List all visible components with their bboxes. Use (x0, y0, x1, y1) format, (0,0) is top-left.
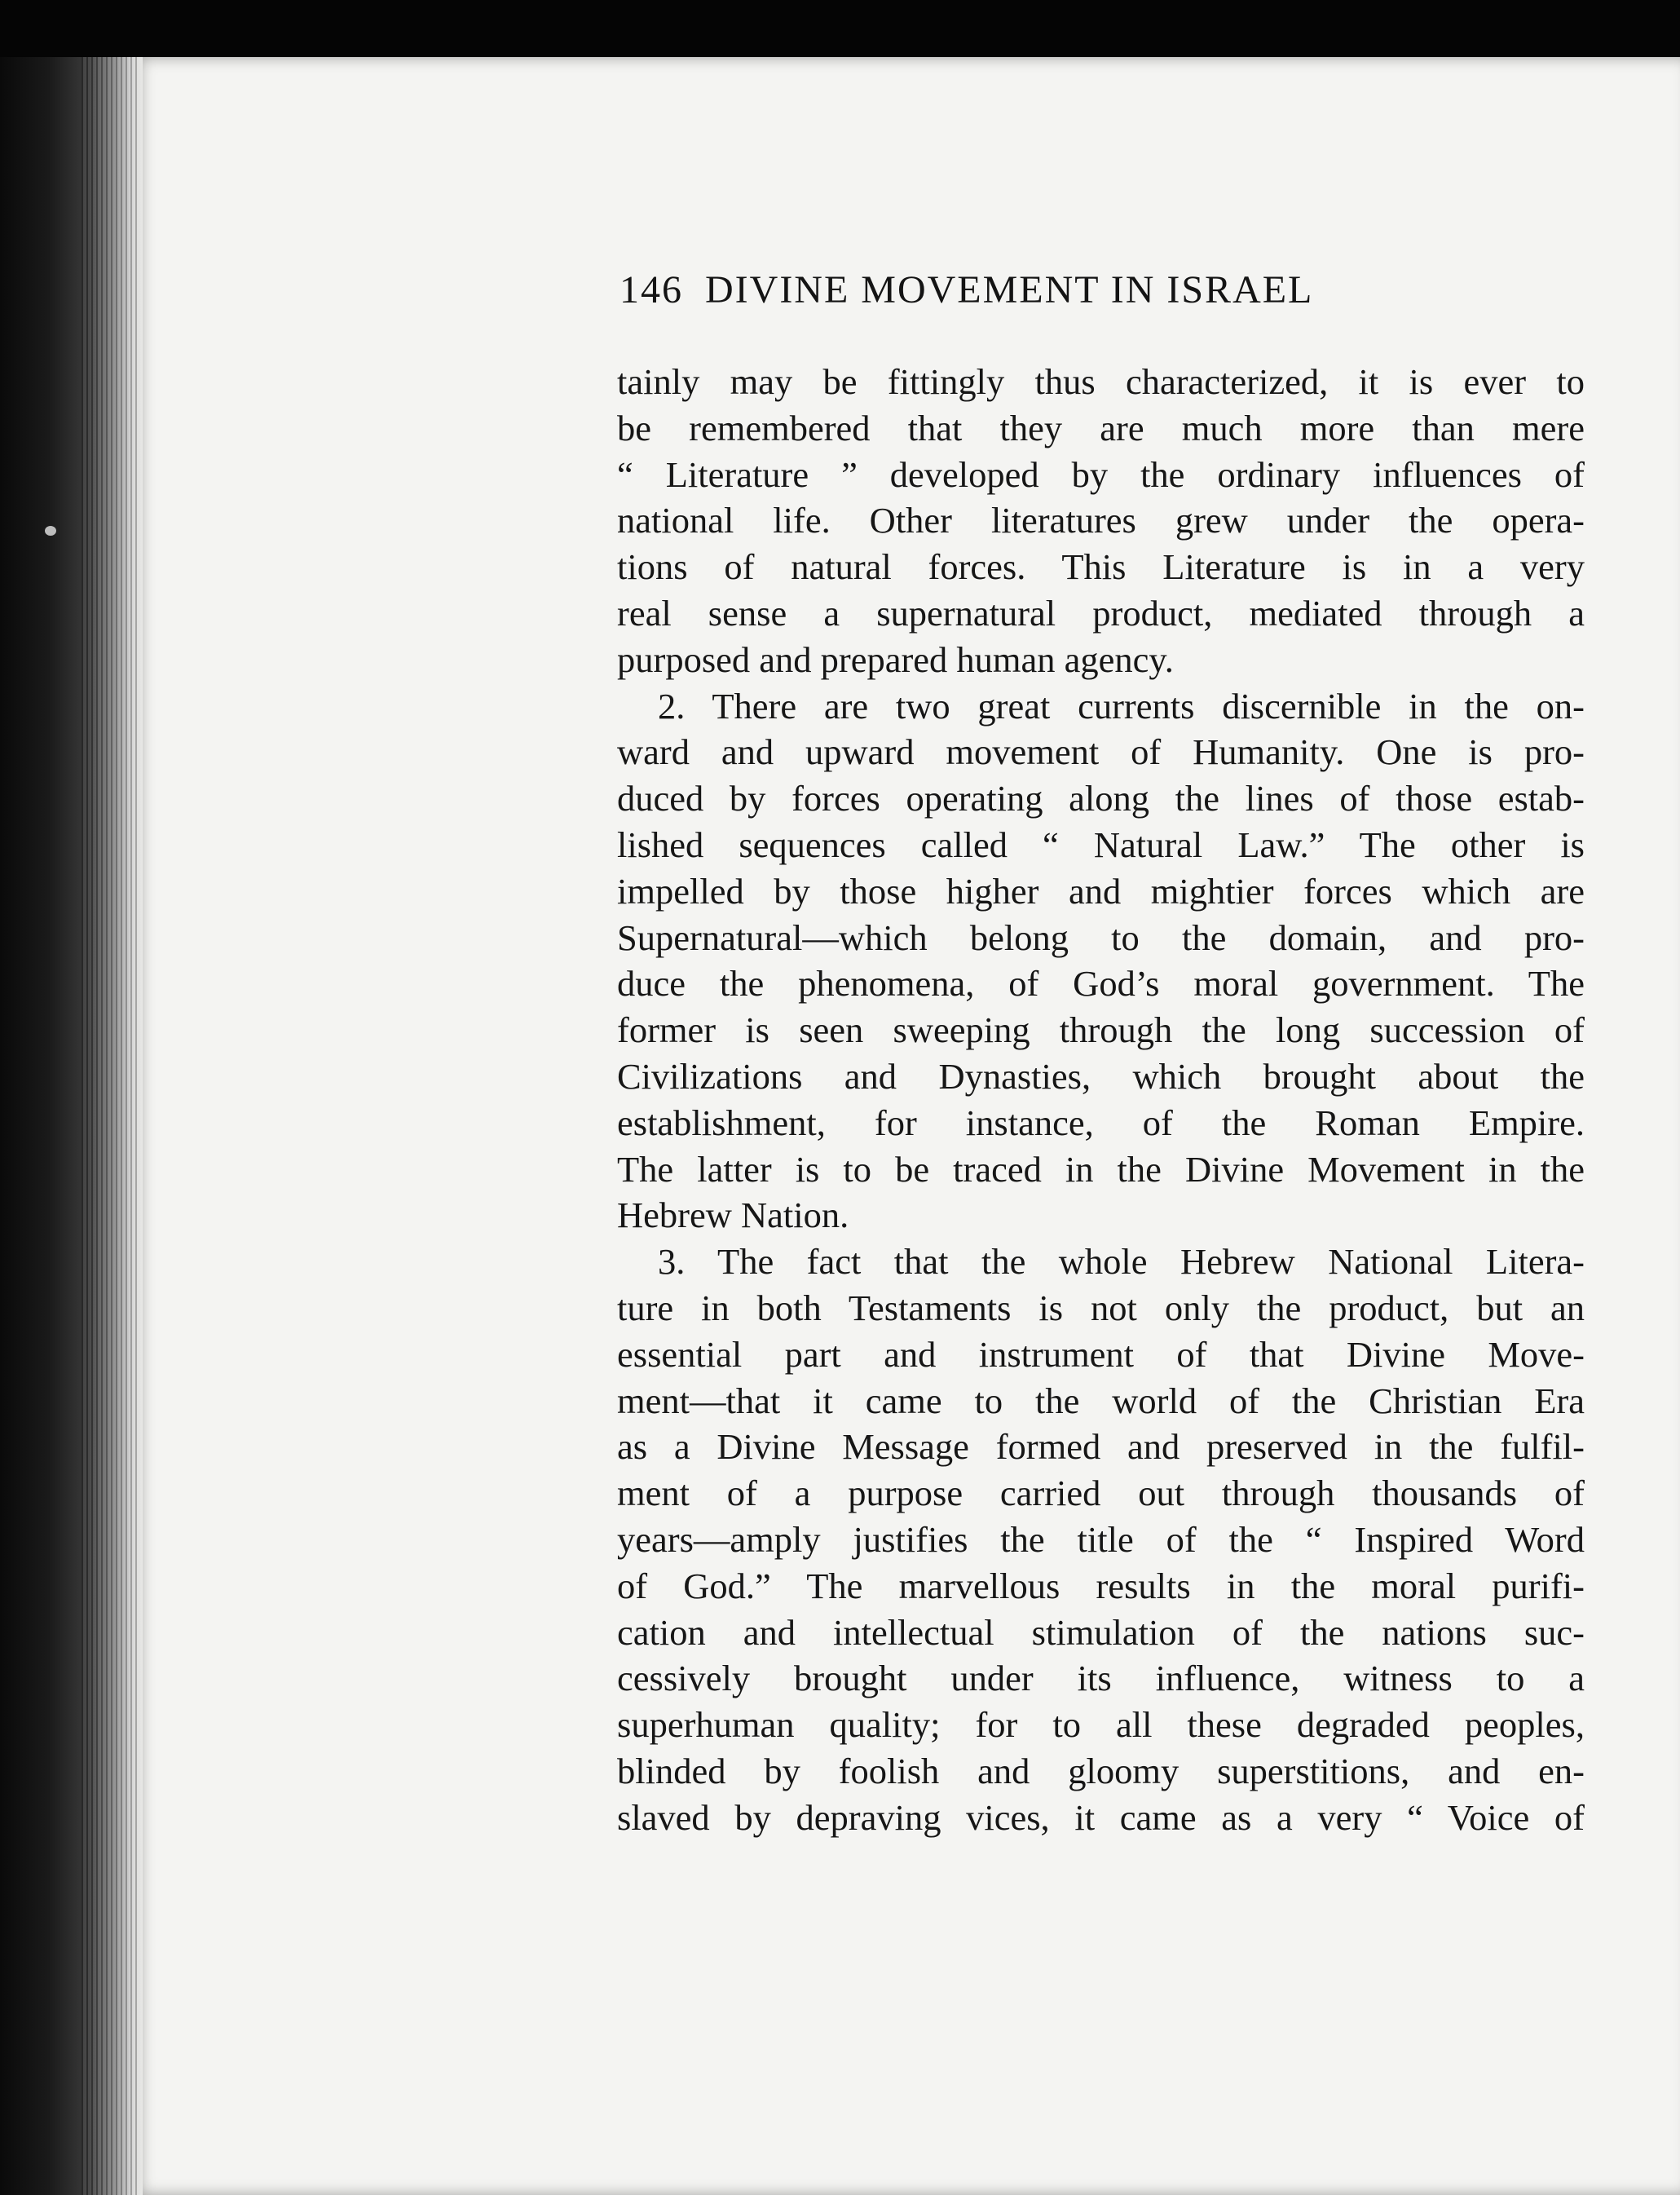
running-title: DIVINE MOVEMENT IN ISRAEL (705, 268, 1314, 311)
text-line: Civilizations and Dynasties, which brought about the (617, 1055, 1585, 1097)
text-line: Supernatural—which belong to the domain, and pro- (617, 916, 1585, 958)
text-line: “ Literature ” developed by the ordinary influences of (617, 453, 1585, 495)
text-line: cessively brought under its influence, witness to a (617, 1658, 1585, 1699)
text-line: duced by forces operating along the lines of those estab- (617, 778, 1585, 819)
text-line: duce the phenomena, of God’s moral government. The (617, 963, 1585, 1005)
scan-background (0, 0, 1680, 57)
body-text (617, 359, 1585, 1841)
text-line: ment—that it came to the world of the Christian Era (617, 1380, 1585, 1421)
text-line: be remembered that they are much more than mere (617, 407, 1585, 448)
text-line: blinded by foolish and gloomy superstitions, and en- (617, 1750, 1585, 1791)
text-line: cation and intellectual stimulation of the nations suc- (617, 1611, 1585, 1653)
text-line: impelled by those higher and mightier forces which are (617, 870, 1585, 912)
text-line: establishment, for instance, of the Roman Empire. (617, 1102, 1585, 1143)
text-line: real sense a supernatural product, mediated through a (617, 592, 1585, 634)
text-line: 2. There are two great currents discernible in the on- (658, 685, 1585, 727)
text-line: ment of a purpose carried out through thousands of (617, 1473, 1585, 1514)
text-line: ward and upward movement of Humanity. One is pro- (617, 731, 1585, 773)
text-line: former is seen sweeping through the long succession of (617, 1009, 1585, 1051)
scan-speck (45, 526, 56, 536)
text-line: purposed and prepared human agency. (617, 638, 1174, 680)
text-line: tainly may be fittingly thus characterized, it is ever to (617, 361, 1585, 402)
page-number: 146 (620, 268, 683, 311)
text-line: national life. Other literatures grew under the opera- (617, 500, 1585, 541)
text-line: Hebrew Nation. (617, 1195, 849, 1236)
text-line: years—amply justifies the title of the “ Inspired Word (617, 1518, 1585, 1560)
text-line: as a Divine Message formed and preserved in the fulfil- (617, 1426, 1585, 1468)
text-line: superhuman quality; for to all these degraded peoples, (617, 1704, 1585, 1746)
text-line: ture in both Testaments is not only the product, but an (617, 1287, 1585, 1328)
text-line: lished sequences called “ Natural Law.” The other is (617, 824, 1585, 865)
page-edge-texture (82, 57, 139, 2195)
text-line: 3. The fact that the whole Hebrew National Litera- (658, 1241, 1585, 1283)
text-line: essential part and instrument of that Divine Move- (617, 1333, 1585, 1375)
running-head (620, 267, 1590, 325)
text-line: slaved by depraving vices, it came as a very “ Voice of (617, 1796, 1585, 1838)
text-line: The latter is to be traced in the Divine Movement in the (617, 1148, 1585, 1190)
text-line: of God.” The marvellous results in the moral purifi- (617, 1565, 1585, 1606)
text-line: tions of natural forces. This Literature is in a very (617, 546, 1585, 588)
